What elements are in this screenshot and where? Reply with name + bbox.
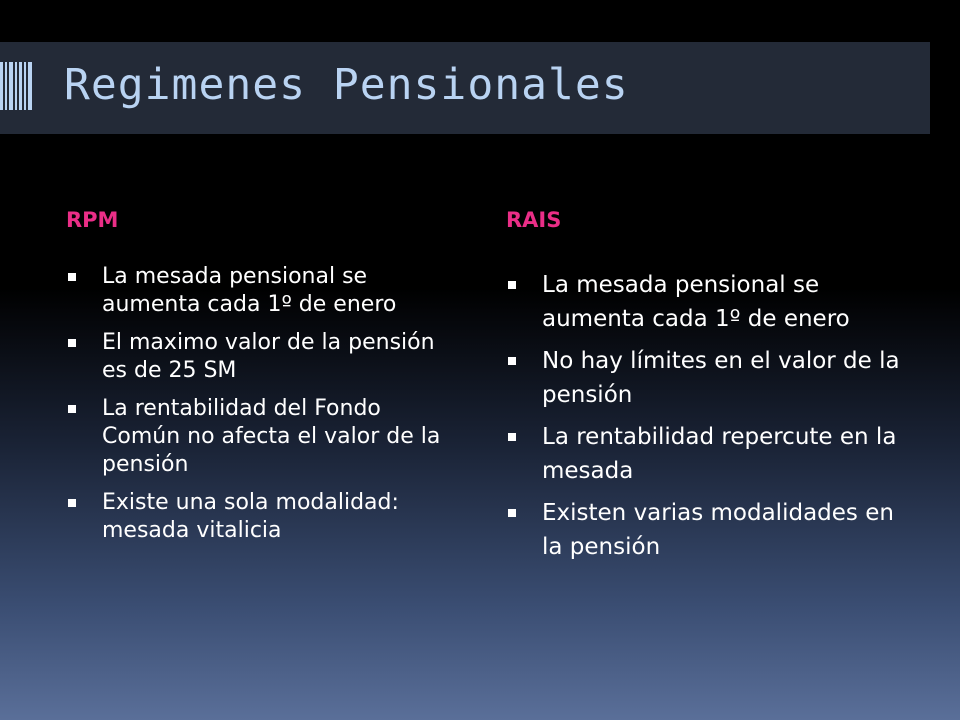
rais-bullet-text: La mesada pensional se aumenta cada 1º de enero	[542, 272, 850, 332]
rpm-bullet-item	[66, 489, 456, 545]
rpm-bullet-item	[66, 263, 456, 319]
rais-bullet-item	[506, 420, 906, 488]
rpm-heading: RPM	[66, 208, 119, 232]
square-bullet-icon	[508, 433, 516, 441]
slide-title: Regimenes Pensionales	[64, 60, 629, 110]
rais-bullet-item	[506, 268, 906, 336]
rais-bullet-text: No hay límites en el valor de la pensión	[542, 348, 900, 408]
rpm-bullet-list	[66, 263, 456, 555]
rais-bullet-item	[506, 344, 906, 412]
square-bullet-icon	[508, 357, 516, 365]
rpm-bullet-text: La mesada pensional se aumenta cada 1º de enero	[102, 264, 397, 317]
rais-heading: RAIS	[506, 208, 562, 232]
rpm-bullet-item	[66, 395, 456, 479]
rpm-bullet-text: La rentabilidad del Fondo Común no afecta el valor de la pensión	[102, 396, 441, 477]
square-bullet-icon	[508, 509, 516, 517]
square-bullet-icon	[68, 273, 76, 281]
square-bullet-icon	[508, 281, 516, 289]
rais-bullet-text: Existen varias modalidades en la pensión	[542, 500, 894, 560]
rais-bullet-text: La rentabilidad repercute en la mesada	[542, 424, 897, 484]
square-bullet-icon	[68, 499, 76, 507]
title-stripes-icon	[0, 62, 36, 110]
rpm-bullet-text: El maximo valor de la pensión es de 25 SM	[102, 330, 435, 383]
rpm-bullet-text: Existe una sola modalidad: mesada vitalicia	[102, 490, 399, 543]
rpm-bullet-item	[66, 329, 456, 385]
rais-bullet-item	[506, 496, 906, 564]
square-bullet-icon	[68, 405, 76, 413]
rais-bullet-list	[506, 268, 906, 572]
square-bullet-icon	[68, 339, 76, 347]
